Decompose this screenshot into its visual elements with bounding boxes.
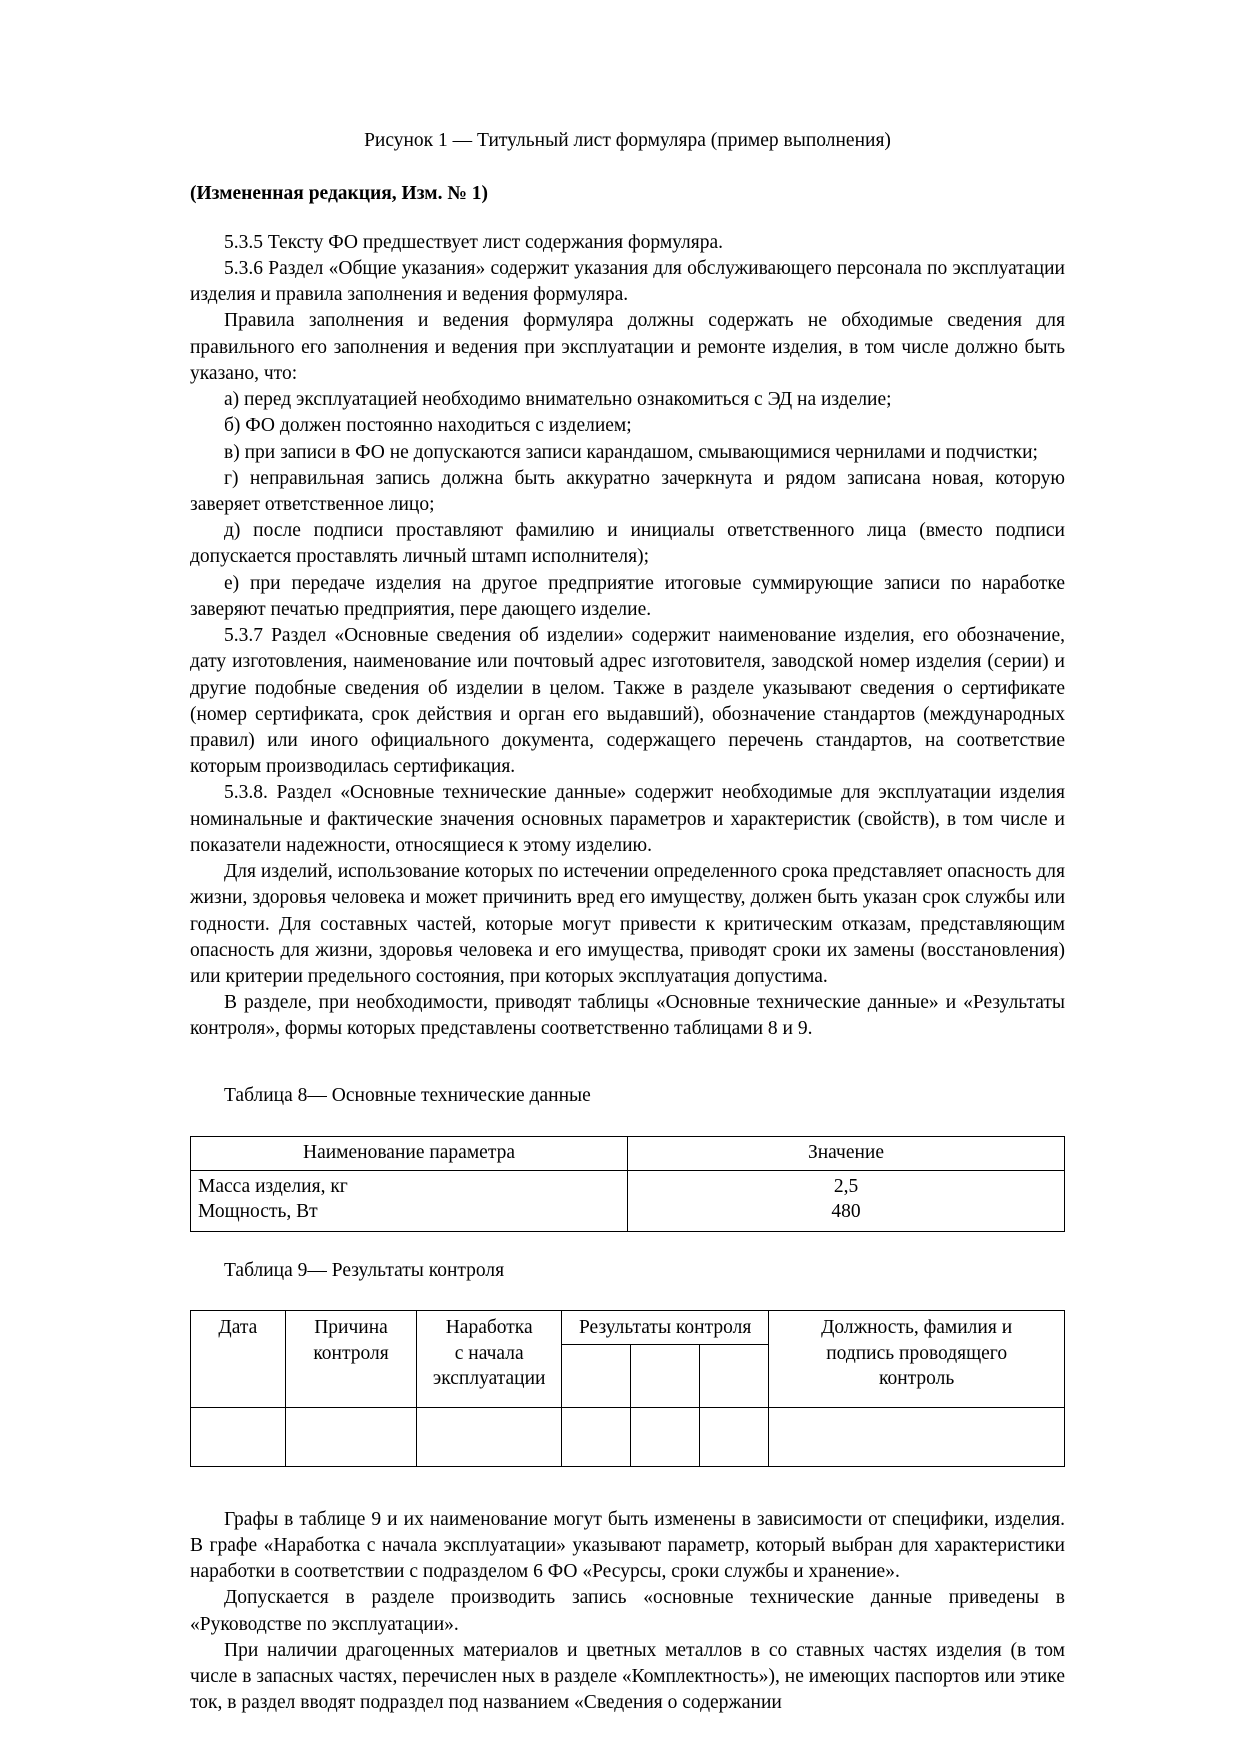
table-row xyxy=(191,1407,1065,1466)
table-row xyxy=(191,1170,1065,1231)
paragraph-safety-terms: Для изделий, использование которых по истечении определенного срока представляет опасность для жизни, здоровья человека и может причинить вред его имуществу, должен быть указан срок службы или годности. Для составных частей, которые могут привести к критическим отказам, представляющим опасность для жизни, здоровья человека и его имущества, приводят сроки их замены (восстановления) или критерии предельного состояния, при которых эксплуатация допустима. xyxy=(190,861,1065,987)
table-8-parameter-line-2: Мощность, Вт xyxy=(198,1201,318,1223)
table-9-cell-responsible xyxy=(769,1407,1065,1466)
table-9-cell-date xyxy=(191,1407,286,1466)
paragraph-allowed-record: Допускается в разделе производить запись «основные технические данные приведены в «Руководстве по эксплуатации». xyxy=(190,1587,1065,1635)
table-8-header-value: Значение xyxy=(628,1136,1065,1170)
paragraph-graphs: Графы в таблице 9 и их наименование могут быть изменены в зависимости от специфики, изделия. В графе «Наработка с начала эксплуатации» указывают параметр, который выбран для характеристики наработки в соответствии с подразделом 6 ФО «Ресурсы, сроки службы и хранение». xyxy=(190,1508,1065,1583)
paragraph-5-3-7: 5.3.7 Раздел «Основные сведения об изделии» содержит наименование изделия, его обозначение, дату изготовления, наименование или почтовый адрес изготовителя, заводской номер изделия (серии) и другие подобные сведения об изделии в целом. Также в разделе указывают сведения о сертификате (номер сертификата, срок действия и орган его выдавший), обозначение стандартов (международных правил) или иного официального документа, содержащего перечень стандартов, на соответствие которым производилась сертификация. xyxy=(190,625,1065,778)
table-8-value-line-1: 2,5 xyxy=(833,1175,859,1197)
list-item-d: д) после подписи проставляют фамилию и инициалы ответственного лица (вместо подписи допускается проставлять личный штамп исполнителя); xyxy=(190,520,1065,568)
table-row xyxy=(191,1136,1065,1170)
table-9-header-reason xyxy=(285,1311,417,1407)
table-9-header-operating-time-line-2: с начала xyxy=(454,1342,524,1364)
list-item-b: б) ФО должен постоянно находиться с изделием; xyxy=(224,415,632,437)
table-9-header-results-group: Результаты контроля xyxy=(562,1311,769,1344)
paragraph-5-3-5: 5.3.5 Тексту ФО предшествует лист содержания формуляра. xyxy=(224,231,724,253)
table-9-cell-operating-time xyxy=(417,1407,562,1466)
table-9-header-date xyxy=(191,1311,286,1407)
paragraph-5-3-6: 5.3.6 Раздел «Общие указания» содержит указания для обслуживающего персонала по эксплуатации изделия и правила заполнения и ведения формуляра. xyxy=(190,258,1065,306)
list-item-a: а) перед эксплуатацией необходимо внимательно ознакомиться с ЭД на изделие; xyxy=(224,389,892,411)
table-9-cell-result-3 xyxy=(700,1407,769,1466)
list-item-e: е) при передаче изделия на другое предприятие итоговые суммирующие записи по наработке заверяют печатью предприятия, пере дающего изделие. xyxy=(190,572,1065,620)
spacer-after-table-9 xyxy=(190,1467,1065,1507)
list-item-v: в) при записи в ФО не допускаются записи карандашом, смывающимися чернилами и подчистки; xyxy=(224,441,1038,463)
paragraph-tables-intro: В разделе, при необходимости, приводят таблицы «Основные технические данные» и «Результаты контроля», формы которых представлены соответственно таблицами 8 и 9. xyxy=(190,992,1065,1040)
table-8-caption: Таблица 8— Основные технические данные xyxy=(224,1084,591,1106)
table-9-header-results-sub-3 xyxy=(700,1344,769,1407)
paragraph-5-3-8: 5.3.8. Раздел «Основные технические данные» содержит необходимые для эксплуатации изделия номинальные и фактические значения основных параметров и характеристик (свойств), в том числе и показатели надежности, относящиеся к этому изделию. xyxy=(190,782,1065,856)
figure-caption: Рисунок 1 — Титульный лист формуляра (пример выполнения) xyxy=(364,130,891,151)
revision-note: (Измененная редакция, Изм. № 1) xyxy=(190,182,489,204)
paragraph-filling-rules: Правила заполнения и ведения формуляра должны содержать не обходимые сведения для правильного его заполнения и ведения при эксплуатации и ремонте изделия, в том числе должно быть указано, что: xyxy=(190,310,1065,384)
spacer-after-table-8-caption xyxy=(190,1110,1065,1136)
table-9-cell-reason xyxy=(285,1407,417,1466)
table-9-caption: Таблица 9— Результаты контроля xyxy=(224,1259,505,1281)
table-9-cell-result-1 xyxy=(562,1407,631,1466)
table-9-header-date-line-1: Дата xyxy=(218,1317,258,1339)
table-9-header-responsible-line-1: Должность, фамилия и xyxy=(821,1317,1013,1339)
table-9-header-responsible-line-2: подпись проводящего xyxy=(826,1342,1008,1364)
table-8-value-line-2: 480 xyxy=(831,1201,861,1223)
table-9-header-reason-line-1: Причина xyxy=(314,1317,388,1339)
table-9-header-responsible xyxy=(769,1311,1065,1407)
table-9-inspection-results xyxy=(190,1310,1065,1466)
table-9-header-operating-time xyxy=(417,1311,562,1407)
spacer-before-table-9-caption xyxy=(190,1232,1065,1258)
table-9-header-results-sub-2 xyxy=(631,1344,700,1407)
table-9-header-responsible-line-3: контроль xyxy=(878,1368,955,1390)
paragraph-precious-materials: При наличии драгоценных материалов и цветных металлов в со ставных частях изделия (в том числе в запасных частях, перечислен ных в разделе «Комплектность»), не имеющих паспортов или этике ток, в раздел вводят подраздел под названием «Сведения о содержании xyxy=(190,1639,1065,1714)
table-8-value-cell xyxy=(628,1170,1065,1231)
table-8-parameter-line-1: Масса изделия, кг xyxy=(198,1175,348,1197)
table-row xyxy=(191,1311,1065,1344)
table-8-header-parameter: Наименование параметра xyxy=(191,1136,628,1170)
table-9-header-results-sub-1 xyxy=(562,1344,631,1407)
table-8-parameter-cell xyxy=(191,1170,628,1231)
table-8-basic-technical-data xyxy=(190,1136,1065,1232)
spacer-after-table-9-caption xyxy=(190,1284,1065,1310)
table-9-cell-result-2 xyxy=(631,1407,700,1466)
table-9-header-reason-line-2: контроля xyxy=(313,1342,389,1364)
spacer-before-table-8 xyxy=(190,1043,1065,1083)
table-9-header-operating-time-line-3: эксплуатации xyxy=(432,1368,546,1390)
list-item-g: г) неправильная запись должна быть аккуратно зачеркнута и рядом записана новая, которую заверяет ответственное лицо; xyxy=(190,467,1065,515)
table-9-header-operating-time-line-1: Наработка xyxy=(445,1317,533,1339)
